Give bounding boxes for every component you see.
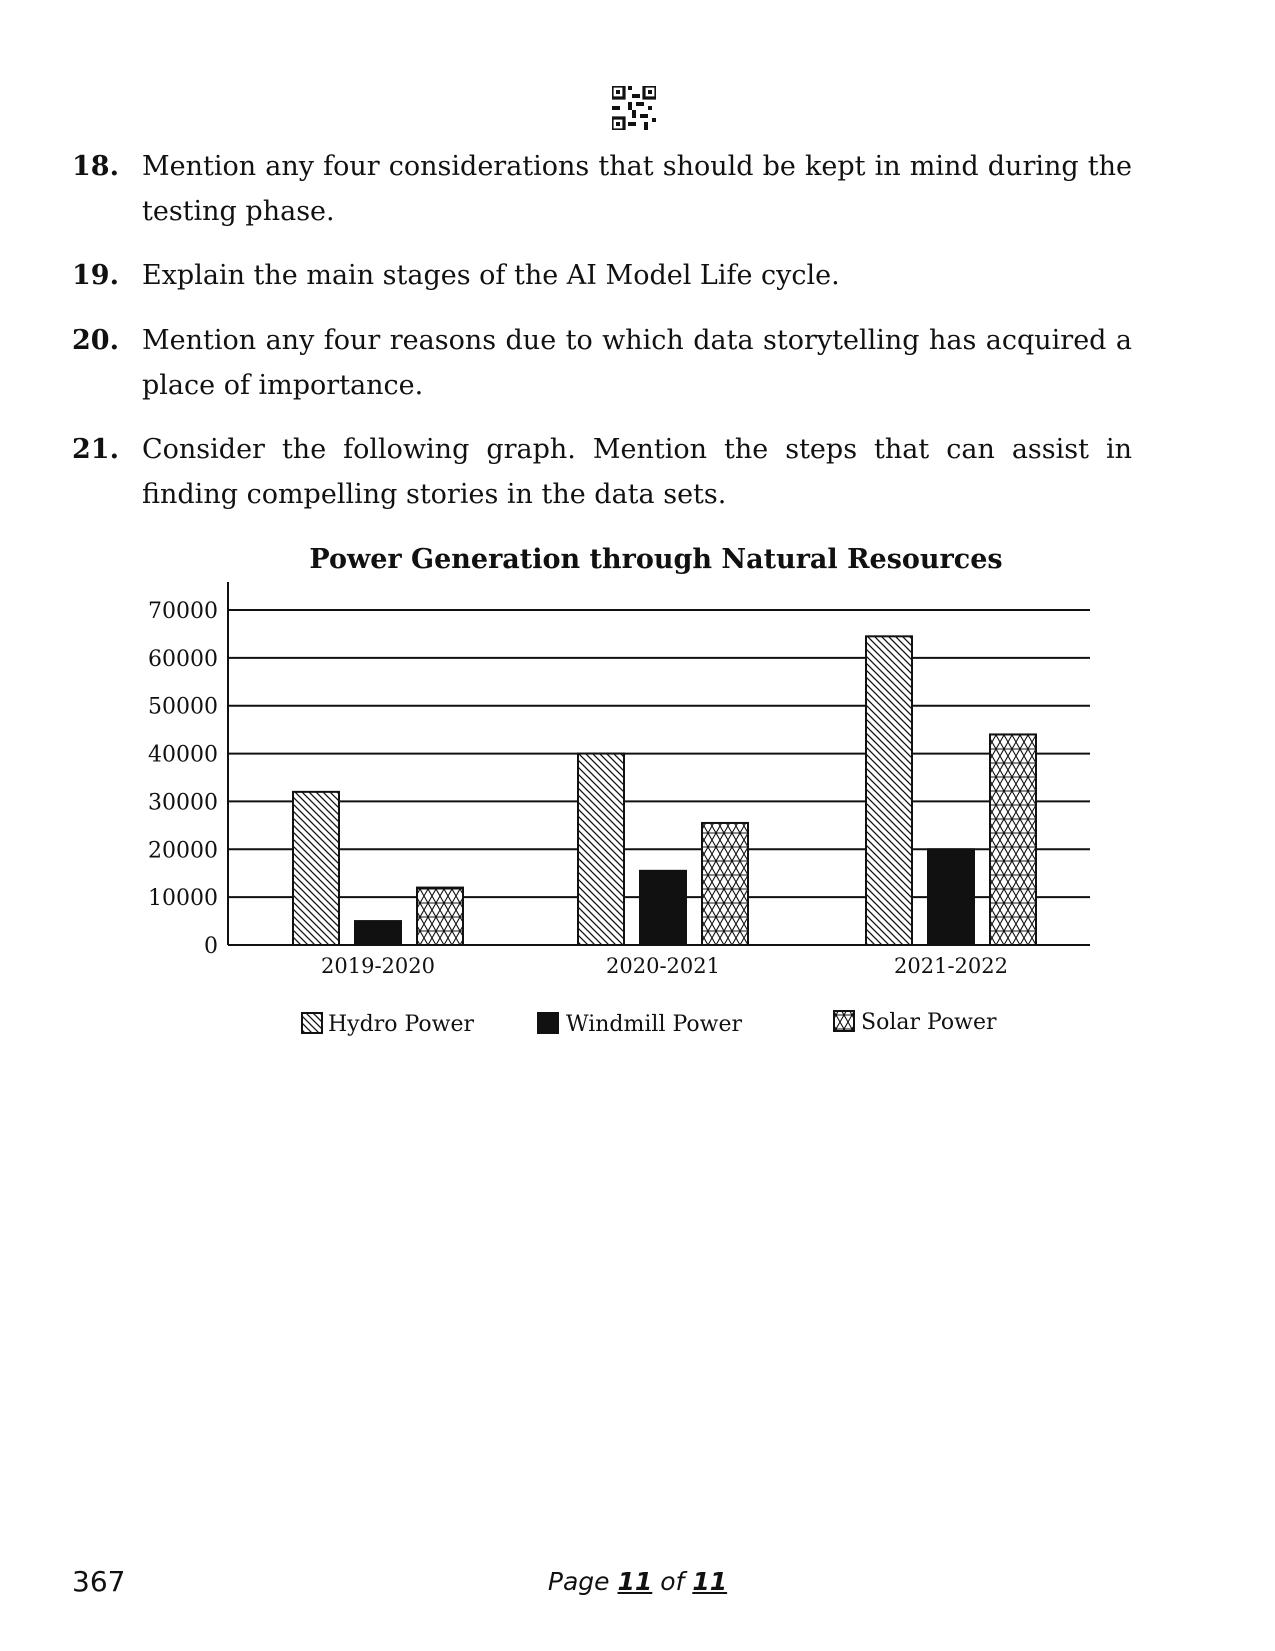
y-tick-label: 20000 [148, 838, 218, 864]
question-text: Mention any four reasons due to which data storytelling has acquired a place of importance. [142, 325, 1132, 401]
y-tick-label: 50000 [148, 694, 218, 720]
page-prefix: Page [547, 1567, 610, 1596]
bar-solar-power-2020-2021 [702, 823, 748, 945]
bar-windmill-power-2021-2022 [928, 849, 974, 945]
question-number: 18. [72, 151, 119, 182]
y-tick-label: 10000 [148, 886, 218, 912]
bar-solar-power-2019-2020 [417, 888, 463, 945]
question-18 [72, 144, 1132, 234]
y-tick-label: 0 [204, 934, 218, 959]
question-19 [72, 253, 1132, 298]
page-current: 11 [617, 1567, 653, 1596]
x-tick-label: 2020-2021 [606, 954, 720, 978]
question-number: 19. [72, 260, 119, 291]
x-tick-label: 2019-2020 [321, 954, 435, 978]
y-tick-label: 70000 [148, 599, 218, 624]
question-21 [72, 427, 1132, 517]
legend-hydro-label: Hydro Power [328, 1012, 474, 1037]
bar-hydro-power-2019-2020 [293, 792, 339, 945]
x-tick-label: 2021-2022 [894, 954, 1008, 978]
question-text: Explain the main stages of the AI Model Life cycle. [142, 260, 840, 291]
question-text: Consider the following graph. Mention the steps that can assist in finding compelling stories in the data sets. [142, 434, 1132, 510]
page-total: 11 [692, 1567, 728, 1596]
legend-hydro-swatch [302, 1013, 322, 1033]
question-number: 21. [72, 434, 119, 465]
y-tick-label: 60000 [148, 646, 218, 672]
y-tick-label: 40000 [148, 742, 218, 768]
paper-code: 367 [72, 1565, 126, 1598]
bar-hydro-power-2020-2021 [578, 754, 624, 945]
bar-solar-power-2021-2022 [990, 734, 1036, 945]
bar-windmill-power-2020-2021 [640, 871, 686, 945]
legend-windmill-swatch [538, 1013, 558, 1033]
legend-windmill-label: Windmill Power [566, 1012, 742, 1037]
chart-title: Power Generation through Natural Resources [309, 544, 1003, 575]
page-of: of [660, 1567, 685, 1596]
legend-solar-swatch [834, 1011, 854, 1031]
page-number [0, 1567, 1275, 1596]
question-text: Mention any four considerations that should be kept in mind during the testing phase. [142, 151, 1132, 227]
qr-code-icon [612, 86, 656, 130]
question-number: 20. [72, 325, 119, 356]
legend-solar-label: Solar Power [861, 1010, 997, 1035]
y-tick-label: 30000 [148, 790, 218, 816]
bar-windmill-power-2019-2020 [355, 921, 401, 945]
bar-hydro-power-2021-2022 [866, 636, 912, 945]
question-20 [72, 318, 1132, 408]
